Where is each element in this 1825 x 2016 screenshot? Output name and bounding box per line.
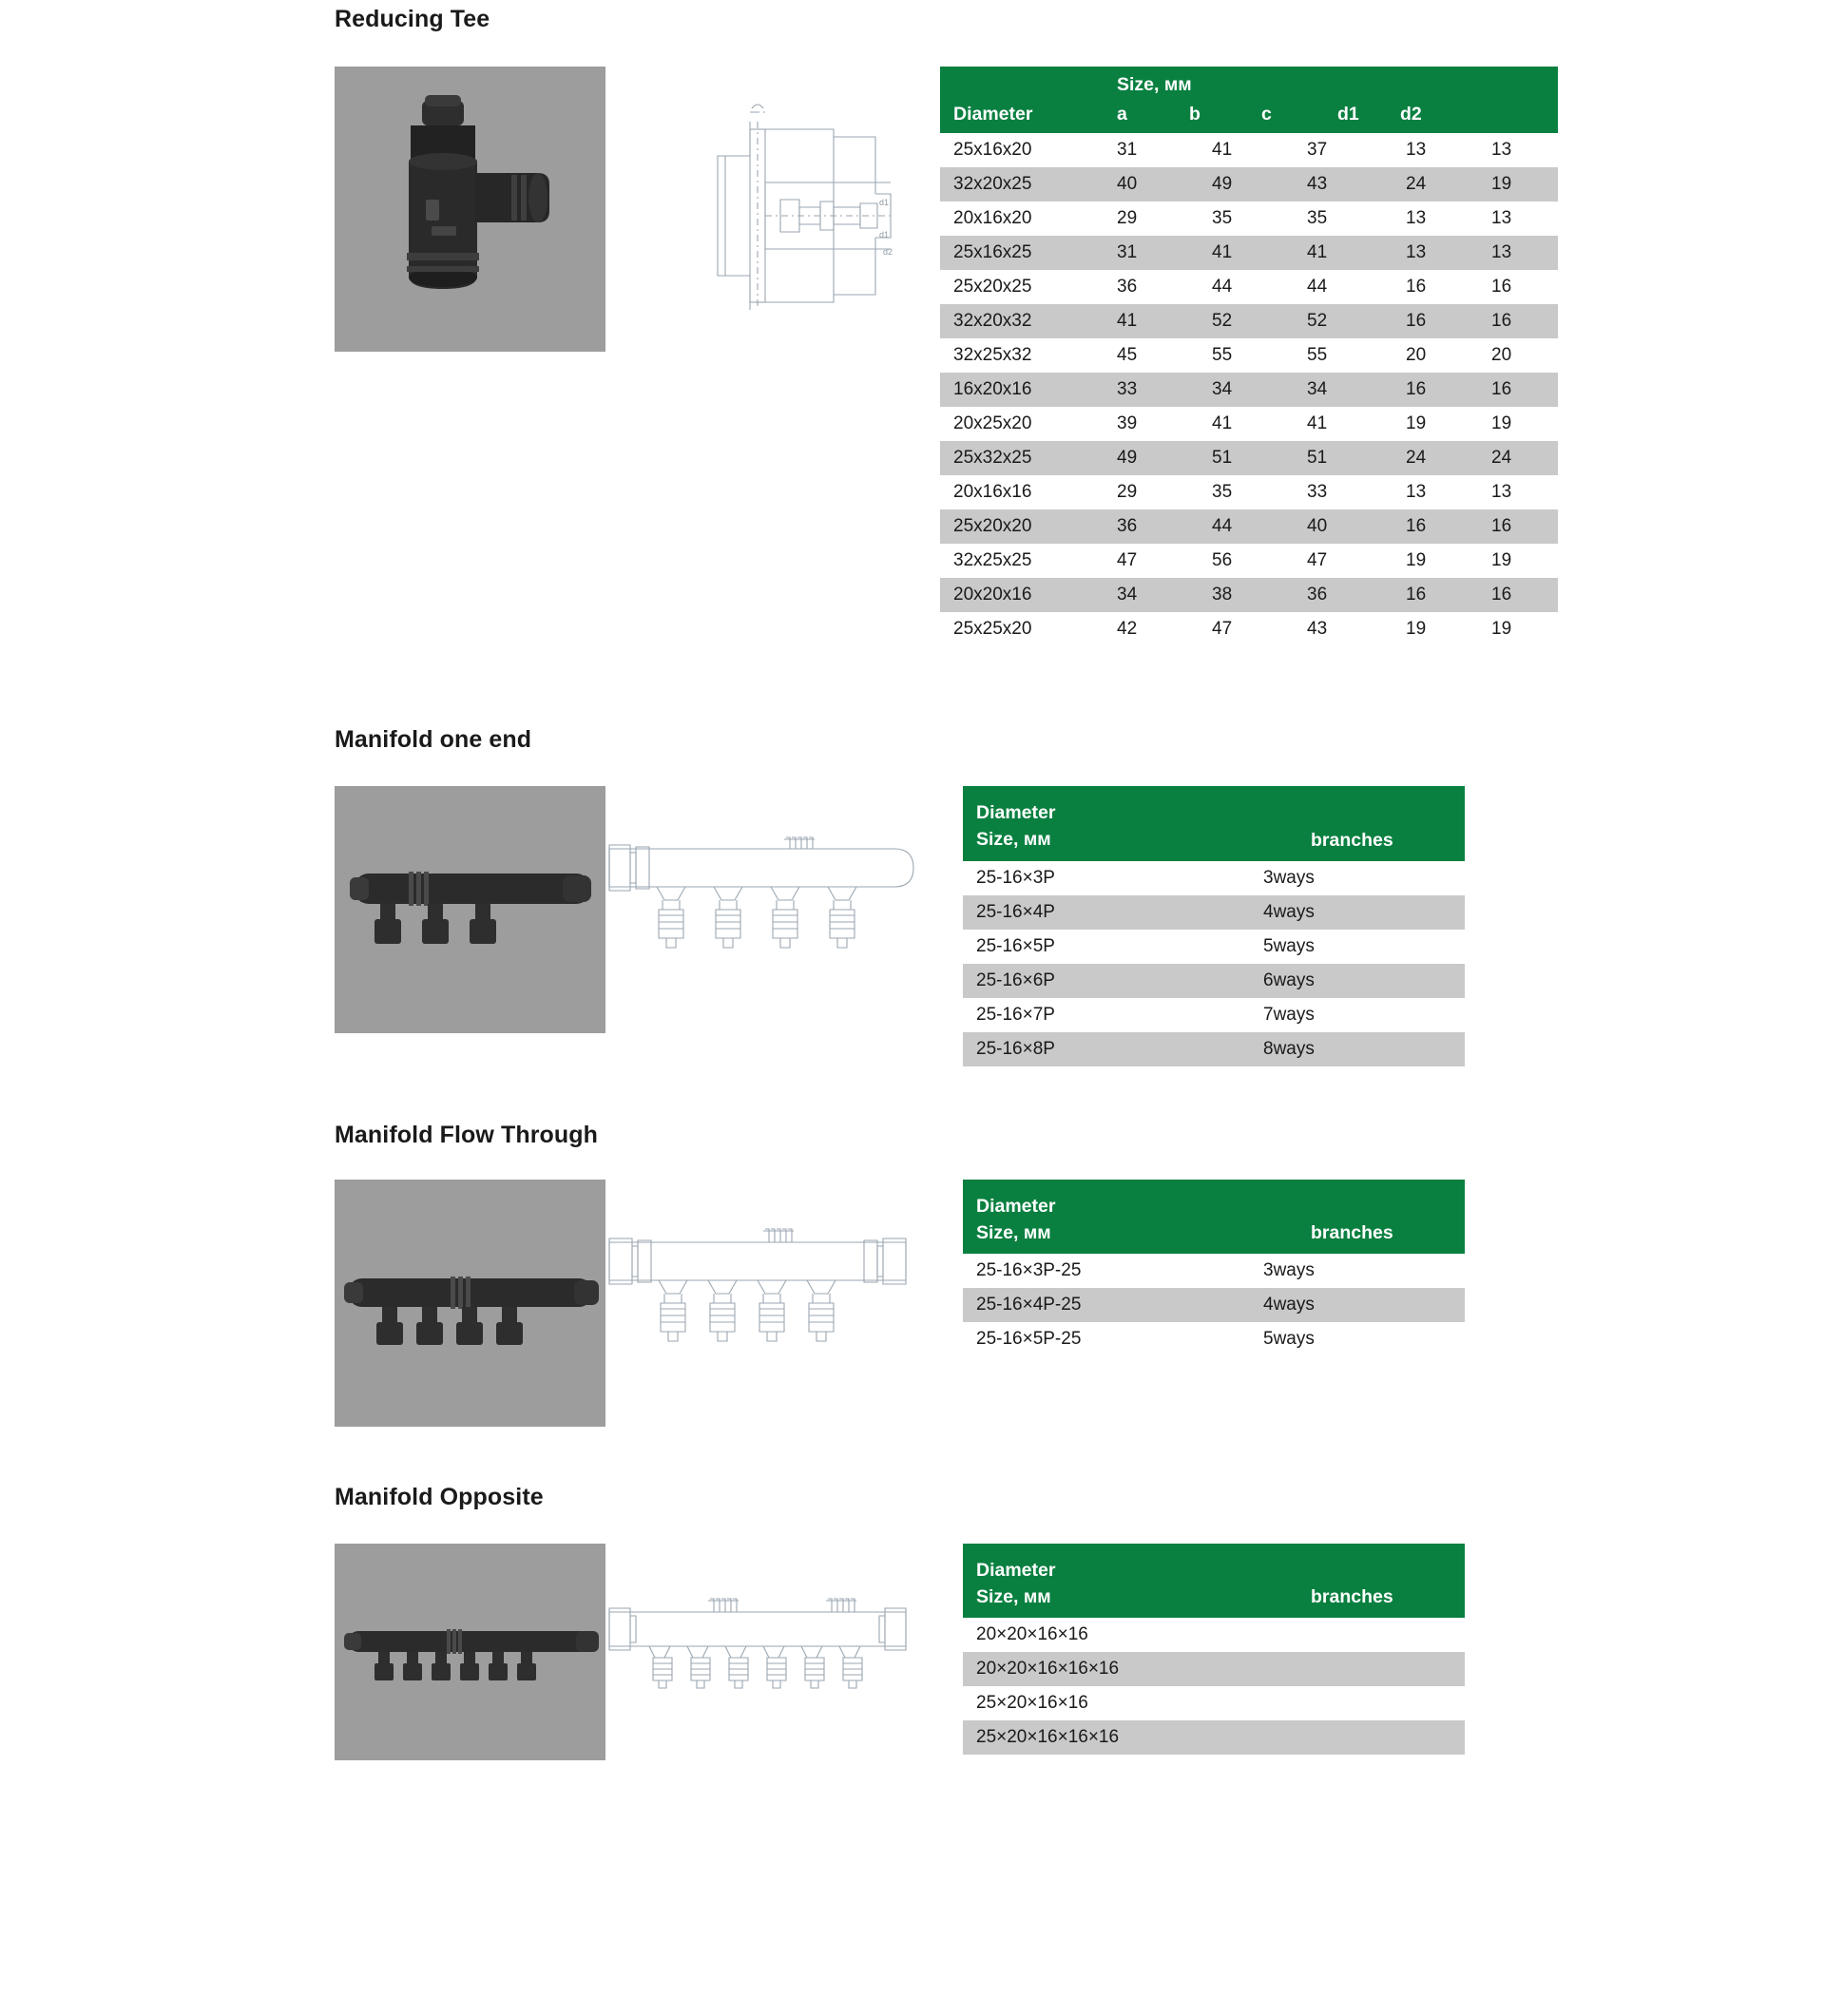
table-row xyxy=(963,1618,1465,1652)
cell-c: 52 xyxy=(1294,304,1393,338)
manifold-flow-through-table-wrap xyxy=(963,1180,1465,1357)
cell-d2: 16 xyxy=(1478,270,1558,304)
manifold-one-end-table xyxy=(963,786,1465,1066)
section-manifold-one-end xyxy=(0,720,1825,1066)
table-row xyxy=(940,202,1558,236)
cell-size: 25-16×4P-25 xyxy=(963,1288,1250,1322)
cell-branches xyxy=(1250,1686,1465,1720)
cell-c: 41 xyxy=(1294,407,1393,441)
cell-diameter: 20x20x16 xyxy=(940,578,1104,612)
cell-branches: 3ways xyxy=(1250,861,1465,895)
cell-a: 29 xyxy=(1104,202,1199,236)
manifold-flow-through-table xyxy=(963,1180,1465,1357)
manifold-flow-through-drawing xyxy=(596,1180,919,1394)
table-row xyxy=(940,441,1558,475)
cell-c: 34 xyxy=(1294,373,1393,407)
col-header-branches: branches xyxy=(1250,1544,1465,1619)
table-header xyxy=(963,1544,1465,1619)
cell-branches: 4ways xyxy=(1250,895,1465,930)
reducing-tee-table xyxy=(940,67,1558,646)
table-row xyxy=(940,544,1558,578)
table-row xyxy=(963,1288,1465,1322)
manifold-one-end-table-wrap xyxy=(963,786,1465,1066)
table-row xyxy=(940,304,1558,338)
reducing-tee-drawing xyxy=(678,67,915,333)
cell-d2: 16 xyxy=(1478,578,1558,612)
cell-branches: 3ways xyxy=(1250,1254,1465,1288)
table-row xyxy=(940,475,1558,509)
cell-c: 47 xyxy=(1294,544,1393,578)
cell-size: 25-16×3P xyxy=(963,861,1250,895)
cell-diameter: 25x16x25 xyxy=(940,236,1104,270)
cell-a: 47 xyxy=(1104,544,1199,578)
section-manifold-flow-through xyxy=(0,1116,1825,1427)
cell-d2: 19 xyxy=(1478,544,1558,578)
cell-size: 25-16×4P xyxy=(963,895,1250,930)
cell-diameter: 25x20x20 xyxy=(940,509,1104,544)
cell-d1: 16 xyxy=(1393,509,1478,544)
cell-c: 35 xyxy=(1294,202,1393,236)
table-header xyxy=(963,786,1465,861)
cell-d1: 24 xyxy=(1393,441,1478,475)
col-header-branches: branches xyxy=(1250,1180,1465,1255)
col-header-diameter: Diameter xyxy=(976,1195,1056,1217)
cell-d2: 16 xyxy=(1478,509,1558,544)
col-header-diameter-size xyxy=(963,1180,1250,1255)
cell-b: 44 xyxy=(1199,270,1294,304)
table-row xyxy=(963,895,1465,930)
table-header xyxy=(940,67,1558,133)
cell-d2: 16 xyxy=(1478,304,1558,338)
cell-size: 25-16×3P-25 xyxy=(963,1254,1250,1288)
cell-b: 34 xyxy=(1199,373,1294,407)
cell-b: 35 xyxy=(1199,202,1294,236)
cell-c: 44 xyxy=(1294,270,1393,304)
cell-diameter: 20x25x20 xyxy=(940,407,1104,441)
reducing-tee-table-wrap xyxy=(940,67,1558,646)
cell-diameter: 25x25x20 xyxy=(940,612,1104,646)
cell-c: 40 xyxy=(1294,509,1393,544)
cell-a: 36 xyxy=(1104,270,1199,304)
cell-d1: 13 xyxy=(1393,475,1478,509)
cell-size: 25×20×16×16×16 xyxy=(963,1720,1250,1755)
table-row xyxy=(940,338,1558,373)
cell-d2: 24 xyxy=(1478,441,1558,475)
cell-branches xyxy=(1250,1720,1465,1755)
cell-diameter: 25x16x20 xyxy=(940,133,1104,167)
cell-c: 37 xyxy=(1294,133,1393,167)
cell-a: 31 xyxy=(1104,133,1199,167)
cell-branches: 4ways xyxy=(1250,1288,1465,1322)
table-row xyxy=(963,1032,1465,1066)
page-title-manifold-opposite: Manifold Opposite xyxy=(335,1483,544,1510)
col-header-size: Size, мм xyxy=(976,1585,1051,1607)
cell-branches: 5ways xyxy=(1250,1322,1465,1356)
cell-d1: 19 xyxy=(1393,612,1478,646)
cell-c: 36 xyxy=(1294,578,1393,612)
cell-b: 55 xyxy=(1199,338,1294,373)
svg-text:d1: d1 xyxy=(879,198,890,207)
col-header-size: Size, мм xyxy=(976,829,1051,851)
cell-a: 29 xyxy=(1104,475,1199,509)
cell-size: 20×20×16×16 xyxy=(963,1618,1250,1652)
manifold-one-end-drawing xyxy=(596,786,919,1001)
table-body xyxy=(963,1618,1465,1755)
cell-b: 49 xyxy=(1199,167,1294,202)
cell-a: 41 xyxy=(1104,304,1199,338)
col-header-d2: d2 xyxy=(1400,104,1422,125)
cell-branches xyxy=(1250,1618,1465,1652)
cell-diameter: 16x20x16 xyxy=(940,373,1104,407)
cell-a: 42 xyxy=(1104,612,1199,646)
section-manifold-opposite xyxy=(0,1478,1825,1760)
cell-d2: 13 xyxy=(1478,133,1558,167)
manifold-opposite-photo xyxy=(335,1544,605,1760)
table-row xyxy=(940,167,1558,202)
col-header-d1: d1 xyxy=(1337,104,1359,125)
manifold-opposite-table xyxy=(963,1544,1465,1756)
cell-a: 49 xyxy=(1104,441,1199,475)
cell-diameter: 32x20x32 xyxy=(940,304,1104,338)
reducing-tee-photo xyxy=(335,67,605,352)
page-title-manifold-flow-through: Manifold Flow Through xyxy=(335,1121,599,1148)
table-row xyxy=(940,407,1558,441)
cell-b: 38 xyxy=(1199,578,1294,612)
table-row xyxy=(963,1652,1465,1686)
table-row xyxy=(963,930,1465,964)
cell-a: 36 xyxy=(1104,509,1199,544)
cell-b: 41 xyxy=(1199,133,1294,167)
cell-b: 44 xyxy=(1199,509,1294,544)
table-row xyxy=(963,1720,1465,1755)
cell-d1: 19 xyxy=(1393,407,1478,441)
cell-diameter: 20x16x16 xyxy=(940,475,1104,509)
cell-b: 41 xyxy=(1199,407,1294,441)
table-body xyxy=(940,133,1558,646)
cell-diameter: 25x32x25 xyxy=(940,441,1104,475)
table-row xyxy=(963,998,1465,1032)
cell-c: 55 xyxy=(1294,338,1393,373)
cell-b: 56 xyxy=(1199,544,1294,578)
cell-branches: 7ways xyxy=(1250,998,1465,1032)
cell-d1: 13 xyxy=(1393,202,1478,236)
cell-a: 34 xyxy=(1104,578,1199,612)
svg-text:d2: d2 xyxy=(883,247,893,257)
table-body xyxy=(963,1254,1465,1356)
cell-d1: 13 xyxy=(1393,236,1478,270)
cell-a: 33 xyxy=(1104,373,1199,407)
cell-d2: 16 xyxy=(1478,373,1558,407)
col-header-branches: branches xyxy=(1250,786,1465,861)
cell-branches: 5ways xyxy=(1250,930,1465,964)
col-header-diameter-size xyxy=(963,1544,1250,1619)
cell-c: 33 xyxy=(1294,475,1393,509)
table-row xyxy=(940,270,1558,304)
cell-a: 31 xyxy=(1104,236,1199,270)
cell-c: 41 xyxy=(1294,236,1393,270)
cell-a: 39 xyxy=(1104,407,1199,441)
page-title-manifold-one-end: Manifold one end xyxy=(335,726,532,753)
col-header-c: c xyxy=(1261,104,1272,125)
cell-b: 35 xyxy=(1199,475,1294,509)
cell-d1: 13 xyxy=(1393,133,1478,167)
cell-diameter: 20x16x20 xyxy=(940,202,1104,236)
cell-c: 43 xyxy=(1294,167,1393,202)
cell-d1: 24 xyxy=(1393,167,1478,202)
cell-c: 43 xyxy=(1294,612,1393,646)
table-row xyxy=(940,133,1558,167)
cell-a: 45 xyxy=(1104,338,1199,373)
table-row xyxy=(963,1254,1465,1288)
col-header-diameter: Diameter xyxy=(976,802,1056,823)
col-header-diameter: Diameter xyxy=(940,67,1104,133)
cell-diameter: 32x20x25 xyxy=(940,167,1104,202)
manifold-opposite-drawing xyxy=(596,1544,919,1747)
table-row xyxy=(963,964,1465,998)
table-row xyxy=(940,509,1558,544)
col-header-diameter-size xyxy=(963,786,1250,861)
section-reducing-tee xyxy=(0,0,1825,646)
cell-size: 25-16×8P xyxy=(963,1032,1250,1066)
cell-b: 47 xyxy=(1199,612,1294,646)
cell-diameter: 32x25x25 xyxy=(940,544,1104,578)
manifold-one-end-photo xyxy=(335,786,605,1033)
cell-d2: 13 xyxy=(1478,475,1558,509)
cell-d1: 16 xyxy=(1393,373,1478,407)
cell-size: 25-16×7P xyxy=(963,998,1250,1032)
cell-d2: 20 xyxy=(1478,338,1558,373)
cell-d1: 16 xyxy=(1393,304,1478,338)
col-header-size-group xyxy=(1104,67,1558,133)
cell-diameter: 25x20x25 xyxy=(940,270,1104,304)
cell-branches: 6ways xyxy=(1250,964,1465,998)
col-header-b: b xyxy=(1189,104,1201,125)
cell-d2: 13 xyxy=(1478,236,1558,270)
cell-size: 25-16×6P xyxy=(963,964,1250,998)
table-row xyxy=(963,1686,1465,1720)
cell-d1: 16 xyxy=(1393,578,1478,612)
col-header-size: Size, мм xyxy=(976,1221,1051,1243)
cell-d2: 19 xyxy=(1478,612,1558,646)
table-header xyxy=(963,1180,1465,1255)
cell-diameter: 32x25x32 xyxy=(940,338,1104,373)
table-row xyxy=(940,373,1558,407)
cell-branches xyxy=(1250,1652,1465,1686)
cell-b: 41 xyxy=(1199,236,1294,270)
size-group-label: Size, мм xyxy=(1117,74,1192,95)
cell-size: 25-16×5P xyxy=(963,930,1250,964)
table-row xyxy=(940,578,1558,612)
cell-c: 51 xyxy=(1294,441,1393,475)
cell-size: 20×20×16×16×16 xyxy=(963,1652,1250,1686)
cell-d2: 13 xyxy=(1478,202,1558,236)
cell-b: 51 xyxy=(1199,441,1294,475)
cell-d1: 20 xyxy=(1393,338,1478,373)
col-header-a: a xyxy=(1117,104,1127,125)
cell-branches: 8ways xyxy=(1250,1032,1465,1066)
manifold-opposite-table-wrap xyxy=(963,1544,1465,1756)
table-row xyxy=(940,236,1558,270)
col-header-diameter: Diameter xyxy=(976,1559,1056,1581)
manifold-flow-through-photo xyxy=(335,1180,605,1427)
cell-a: 40 xyxy=(1104,167,1199,202)
cell-d1: 16 xyxy=(1393,270,1478,304)
cell-b: 52 xyxy=(1199,304,1294,338)
table-body xyxy=(963,861,1465,1066)
cell-size: 25×20×16×16 xyxy=(963,1686,1250,1720)
cell-size: 25-16×5P-25 xyxy=(963,1322,1250,1356)
cell-d2: 19 xyxy=(1478,407,1558,441)
table-row xyxy=(963,861,1465,895)
cell-d1: 19 xyxy=(1393,544,1478,578)
cell-d2: 19 xyxy=(1478,167,1558,202)
table-row xyxy=(963,1322,1465,1356)
table-row xyxy=(940,612,1558,646)
page-title-reducing-tee: Reducing Tee xyxy=(335,6,490,32)
svg-text:d1: d1 xyxy=(879,230,890,240)
